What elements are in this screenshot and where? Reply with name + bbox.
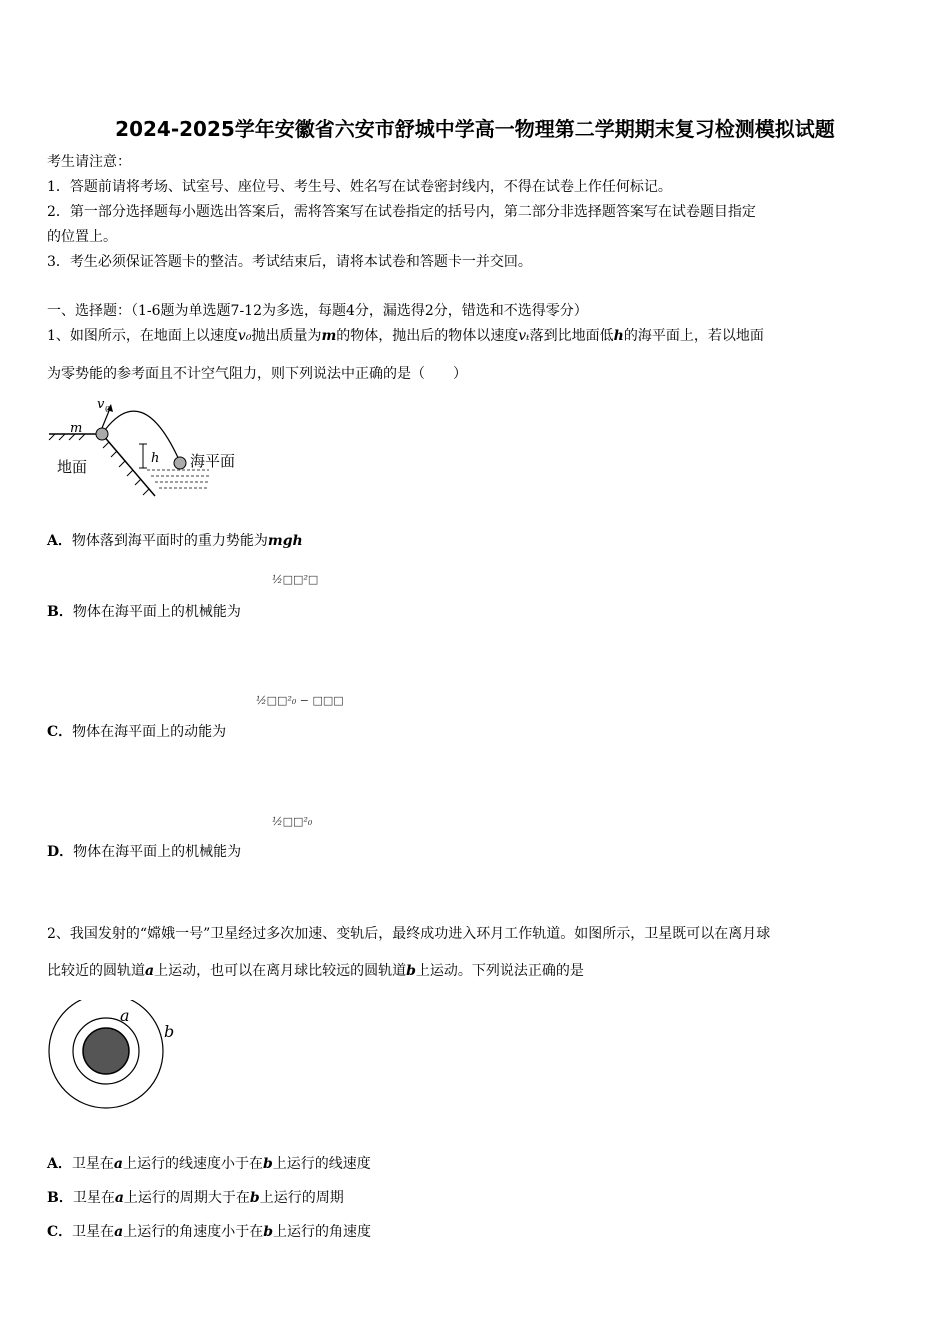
q2-option-a-pre: 卫星在 [71,1156,114,1172]
sea-lines [147,470,209,488]
label-m: m [70,421,83,436]
q2-text-b: 上运动，也可以在离月球比较远的圆轨道 [154,963,407,979]
q1-stem-line1 [47,326,764,346]
q1-option-d-text: 物体在海平面上的机械能为 [73,844,242,860]
q1-option-c-formula: ½□□²₀ − □□□ [256,694,344,707]
q1-text-4: 落到比地面低 [529,328,614,344]
q2-stem-line2 [47,961,584,981]
q1-option-b-formula: ½□□²□ [272,573,319,586]
q1-option-c[interactable] [47,722,226,742]
q1-stem-line2: 为零势能的参考面且不计空气阻力，则下列说法中正确的是（ ） [47,366,467,382]
q2-option-b-letter: B． [47,1190,73,1206]
q2-option-b-mid: 上运行的周期大于在 [123,1190,250,1206]
q2-option-c-a: a [114,1224,124,1240]
moon [83,1028,129,1074]
page-title: 2024-2025学年安徽省六安市舒城中学高一物理第二学期期末复习检测模拟试题 [115,117,835,141]
q2-option-a-letter: A． [47,1156,72,1172]
q1-option-b-text: 物体在海平面上的机械能为 [72,604,241,620]
notice-item-2-cont: 的位置上。 [47,229,117,245]
q1-text-1: 1、如图所示，在地面上以速度 [47,328,238,344]
q1-option-d-formula: ½□□²₀ [272,815,313,828]
label-a: a [120,1006,130,1025]
q2-option-b-post: 上运行的周期 [259,1190,344,1206]
q2-option-b-b: b [249,1190,260,1206]
q2-option-c-b: b [263,1224,274,1240]
q2-option-a-post: 上运行的线速度 [272,1156,371,1172]
label-b: b [164,1022,175,1041]
q2-text-c: 上运动。下列说法正确的是 [415,963,584,979]
q2-option-c-letter: C． [47,1224,73,1240]
q2-option-b-a: a [114,1190,124,1206]
q1-option-c-letter: C． [47,724,73,740]
q1-option-a-formula: mgh [267,533,303,549]
q2-option-b[interactable] [47,1188,344,1208]
notice-item-1: 1．答题前请将考场、试室号、座位号、考生号、姓名写在试卷密封线内，不得在试卷上作任何标记。 [47,179,672,195]
q2-option-a[interactable] [47,1154,371,1174]
q1-option-a-letter: A． [47,533,72,549]
q1-text-3: 的物体，抛出后的物体以速度 [336,328,519,344]
q2-text-a: 比较近的圆轨道 [47,963,145,979]
q2-option-c[interactable] [47,1222,371,1242]
notice-heading: 考生请注意： [47,154,131,170]
q1-text-5: 的海平面上，若以地面 [623,328,764,344]
label-h: h [151,451,160,466]
q1-h: h [613,328,624,344]
q1-v0: v₀ [237,328,252,344]
q2-option-a-mid: 上运行的线速度小于在 [122,1156,263,1172]
q2-stem-line1: 2、我国发射的“嫦娥一号”卫星经过多次加速、变轨后，最终成功进入环月工作轨道。如图所示，卫星既可以在离月球 [47,926,771,942]
cliff-line [102,434,155,496]
q2-orbit-a: a [145,963,155,979]
q2-option-c-mid: 上运行的角速度小于在 [123,1224,264,1240]
q1-option-a-text: 物体落到海平面时的重力势能为 [71,533,268,549]
label-v0-sub: 0 [105,405,111,414]
q2-option-c-pre: 卫星在 [72,1224,115,1240]
q1-text-2: 抛出质量为 [251,328,322,344]
q2-option-c-post: 上运行的角速度 [273,1224,372,1240]
q2-option-a-b: b [262,1156,273,1172]
q1-m: m [321,328,337,344]
section-heading: 一、选择题：（1-6题为单选题7-12为多选，每题4分，漏选得2分，错选和不选得零分） [47,303,588,319]
notice-item-2: 2．第一部分选择题每小题选出答案后，需将答案写在试卷指定的括号内，第二部分非选择题答案写在试卷题目指定 [47,204,756,220]
q1-vt: vₜ [518,328,530,344]
q1-figure [47,392,247,500]
q1-option-c-text: 物体在海平面上的动能为 [72,724,227,740]
q1-option-d[interactable] [47,842,241,862]
q1-option-b-letter: B． [47,604,73,620]
label-sea: 海平面 [190,452,236,470]
q2-option-b-pre: 卫星在 [72,1190,115,1206]
q1-option-a[interactable] [47,531,303,551]
ball-end [174,457,186,469]
q2-option-a-a: a [113,1156,123,1172]
q1-option-b[interactable] [47,602,241,622]
q1-option-d-letter: D． [47,844,74,860]
label-ground: 地面 [57,458,88,476]
ball-start [96,428,108,440]
notice-item-3: 3．考生必须保证答题卡的整洁。考试结束后，请将本试卷和答题卡一并交回。 [47,254,532,270]
q2-orbit-b: b [406,963,416,979]
label-v0: v [97,397,105,412]
q2-figure [44,1000,184,1110]
